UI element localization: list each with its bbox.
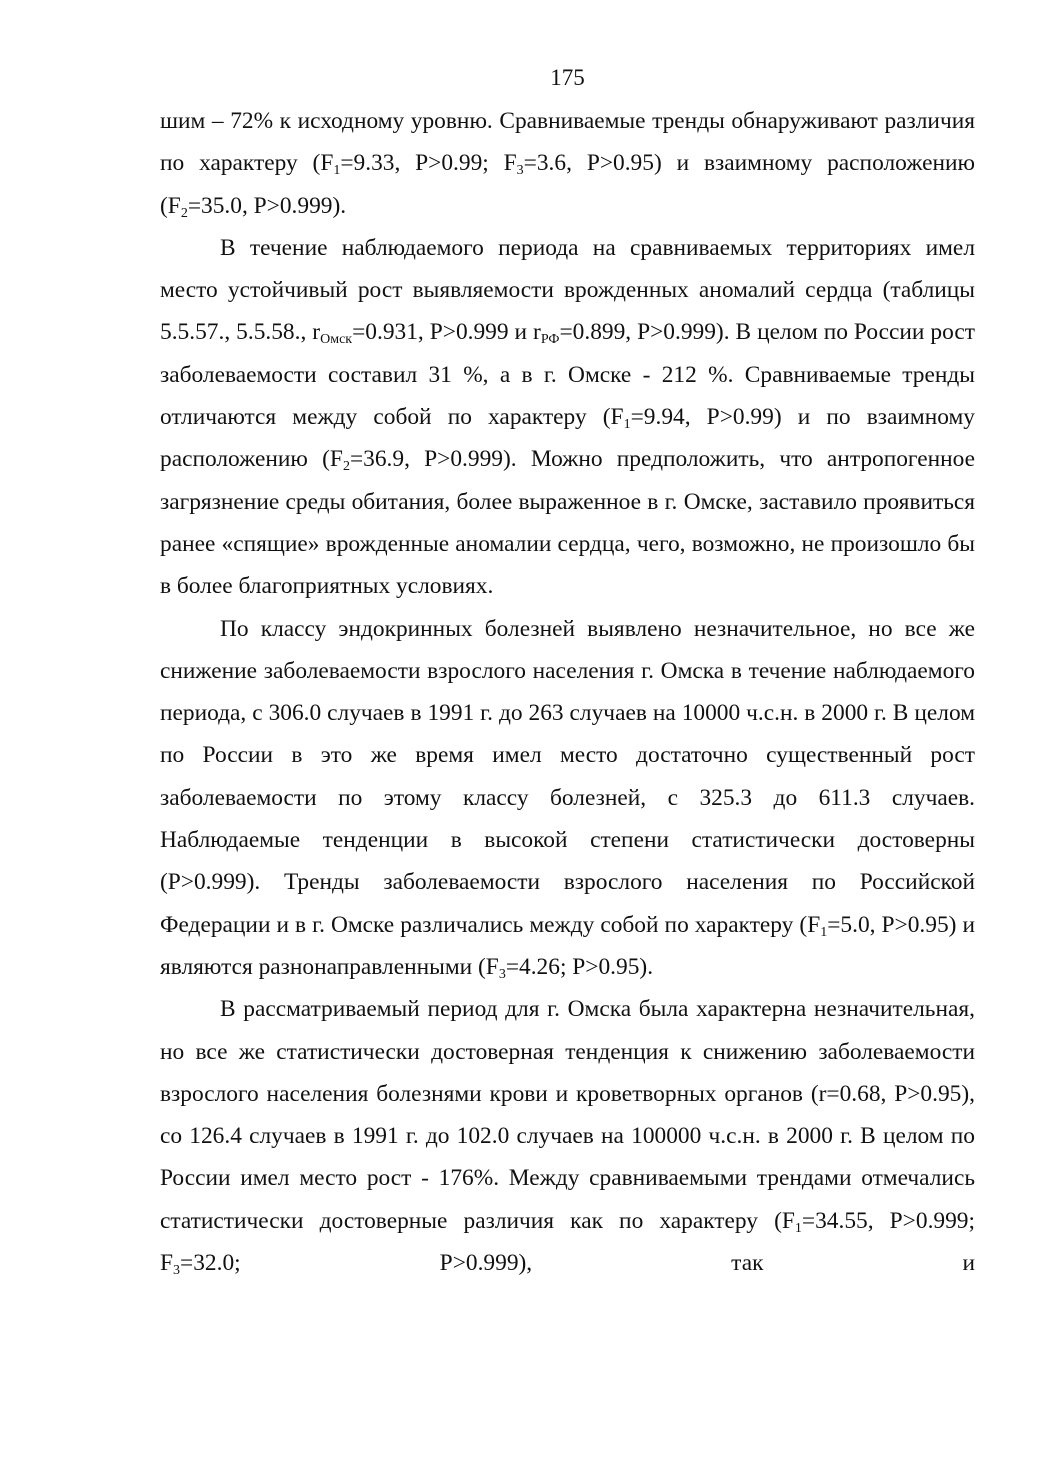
subscript: 1	[794, 1220, 802, 1236]
subscript: 1	[333, 163, 341, 179]
text-run: =9.94, P>0.99) и по взаимному расположению (F	[160, 404, 975, 473]
page-number: 175	[550, 65, 585, 90]
text-run: шим – 72% к исходному уровню. Сравниваемые тренды обнаруживают различия по характеру (F	[160, 108, 975, 177]
subscript: 3	[498, 966, 506, 982]
subscript: 2	[342, 459, 350, 475]
text-run: =4.26; P>0.95).	[505, 953, 654, 980]
text-run: =0.899, P>0.999). В целом по России рост заболеваемости составил 31 %, а в г. Омске - 212 %. Сравниваемые тренды отличаются между собой по характеру (F	[160, 319, 975, 431]
text-run: =0.931, P>0.999 и r	[352, 319, 541, 346]
subscript: 3	[516, 163, 524, 179]
text-run: =35.0, P>0.999).	[187, 192, 347, 219]
text-run: В течение наблюдаемого периода на сравниваемых территориях имел место устойчивый рост выявляемости врожденных аномалий сердца (таблицы 5.5.57., 5.5.58., r	[160, 234, 975, 346]
text-run: По классу эндокринных болезней выявлено незначительное, но все же снижение заболеваемости взрослого населения г. Омска в течение наблюдаемого периода, с 306.0 случаев в 1991 г. до 263 случаев на 10000 ч.с.н. в 2000 г. В целом по России в это же время имел место достаточно существенный рост заболеваемости по этому классу болезней, с 325.3 до 611.3 случаев. Наблюдаемые тенденции в высокой степени статистически достоверны (P>0.999). Тренды заболеваемости взрослого населения по Российской Федерации и в г. Омске различались между собой по характеру (F	[160, 615, 975, 938]
paragraph	[160, 100, 975, 227]
subscript: 2	[180, 205, 188, 221]
text-run: =3.6, P>0.95) и взаимному расположению (F	[160, 150, 975, 219]
subscript: 3	[173, 1263, 181, 1279]
text-run: =34.55, P>0.999; F	[160, 1207, 976, 1277]
text-run: =36.9, P>0.999). Можно предположить, что антропогенное загрязнение среды обитания, более выраженное в г. Омске, заставило проявиться ранее «спящие» врожденные аномалии сердца, чего, возможно, не произошло бы в более благоприятных условиях.	[160, 446, 975, 600]
subscript: 1	[820, 924, 828, 940]
paragraph	[160, 988, 975, 1284]
body-text	[160, 100, 975, 1284]
paragraph	[160, 227, 975, 608]
text-run: =9.33, P>0.99; F	[340, 150, 517, 177]
paragraph	[160, 608, 975, 989]
text-run: =5.0, P>0.95) и являются разнонаправленными (F	[160, 911, 975, 980]
subscript: РФ	[540, 332, 560, 348]
text-run: =32.0; P>0.999), так и	[180, 1250, 975, 1277]
subscript: Омск	[320, 332, 353, 348]
subscript: 1	[623, 417, 631, 433]
text-run: В рассматриваемый период для г. Омска была характерна незначительная, но все же статистически достоверная тенденция к снижению заболеваемости взрослого населения болезнями крови и кроветворных органов (r=0.68, P>0.95), со 126.4 случаев в 1991 г. до 102.0 случаев на 100000 ч.с.н. в 2000 г. В целом по России имел место рост - 176%. Между сравниваемыми трендами отмечались статистически достоверные различия как по характеру (F	[160, 996, 975, 1234]
